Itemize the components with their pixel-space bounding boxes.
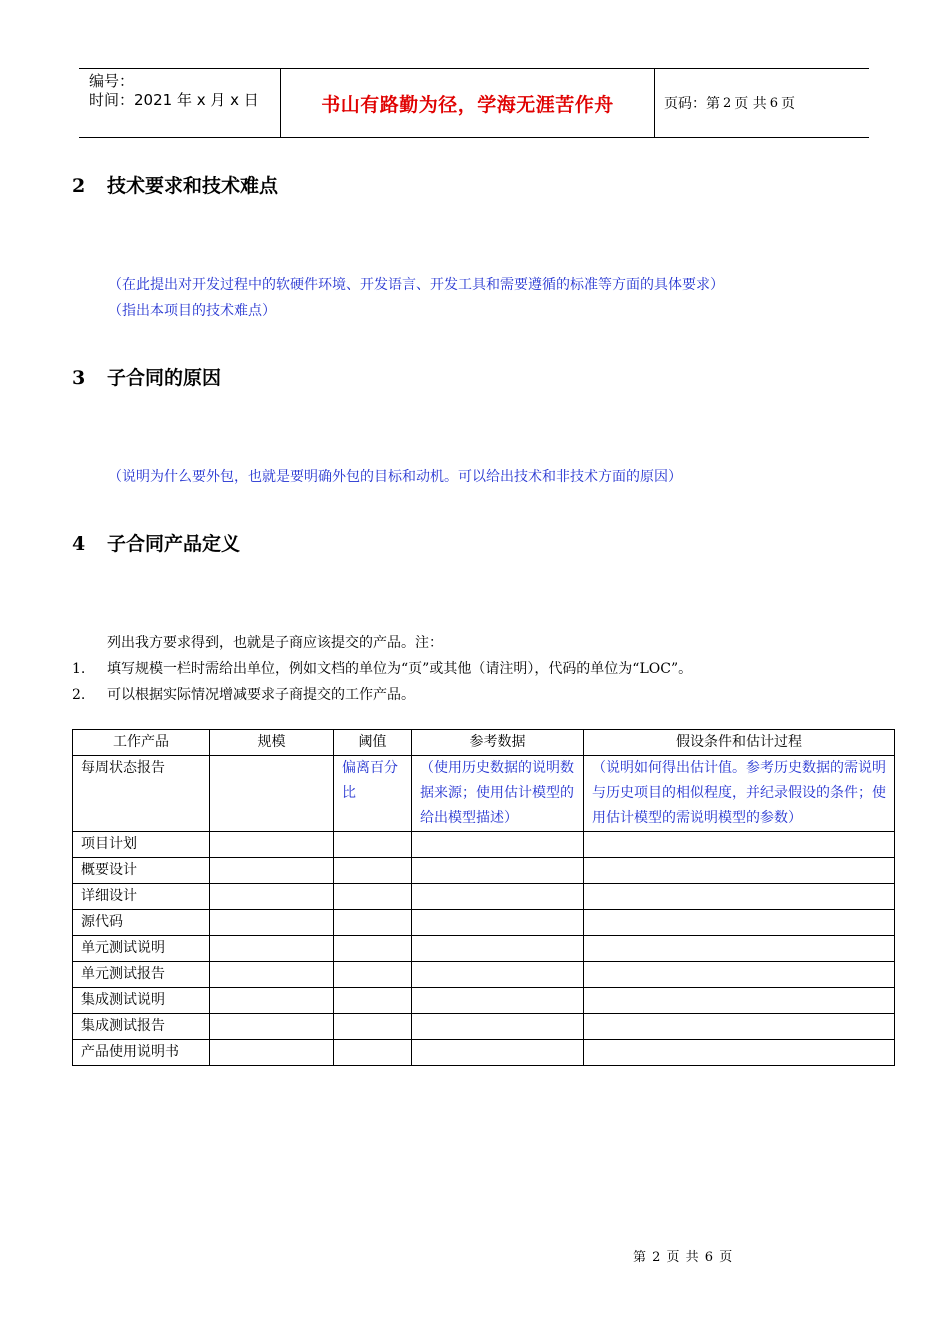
instruction-note [108,464,682,490]
header-motto [280,69,655,137]
page-total: 6 [769,95,779,111]
note-line: （说明为什么要外包，也就是要明确外包的目标和动机。可以给出技术和非技术方面的原因） [108,469,682,485]
section-heading [72,171,278,198]
section-title: 子合同产品定义 [107,533,241,555]
table-header-row [73,730,895,756]
page-suffix: 页 [781,96,796,112]
product-cell: 项目计划 [73,832,210,858]
product-cell: 每周状态报告 [73,756,210,832]
table-row [73,962,895,988]
list-text: 填写规模一栏时需给出单位，例如文档的单位为“页”或其他（请注明），代码的单位为“LOC”。 [107,661,693,677]
page-prefix: 页码：第 [664,96,720,112]
serial-label: 编号： [89,72,135,90]
table-row [73,1040,895,1066]
column-header: 参考数据 [412,730,584,756]
column-header: 阈值 [334,730,412,756]
column-header: 规模 [210,730,334,756]
work-product-table [72,729,895,1066]
column-header: 假设条件和估计过程 [584,730,895,756]
table-row [73,756,895,832]
product-instructions [72,630,692,708]
scale-cell [210,756,334,832]
instruction-note [108,272,724,324]
table-row [73,936,895,962]
table-row [73,884,895,910]
section-number: 3 [72,367,86,389]
header-meta [79,69,280,137]
table-row [73,988,895,1014]
page-header [79,68,869,138]
assumption-cell: （说明如何得出估计值。参考历史数据的需说明与历史项目的相似程度，并纪录假设的条件；使用估计模型的需说明模型的参数） [584,756,895,832]
product-cell: 产品使用说明书 [73,1040,210,1066]
note-line: （指出本项目的技术难点） [108,303,276,319]
column-header: 工作产品 [73,730,210,756]
page-mid: 页 共 [734,96,767,112]
list-text: 可以根据实际情况增减要求子商提交的工作产品。 [107,687,415,703]
list-number: 2. [72,687,86,703]
product-cell: 集成测试说明 [73,988,210,1014]
product-cell: 概要设计 [73,858,210,884]
section-title: 技术要求和技术难点 [107,175,279,197]
note-line: （在此提出对开发过程中的软硬件环境、开发语言、开发工具和需要遵循的标准等方面的具体要求） [108,277,724,293]
list-item [72,656,692,682]
page-current: 2 [723,95,732,111]
section-number: 2 [72,175,86,197]
section-heading [72,363,221,390]
product-cell: 详细设计 [73,884,210,910]
header-page-number [654,69,869,137]
intro-text: 列出我方要求得到，也就是子商应该提交的产品。注： [107,635,443,651]
table-row [73,1014,895,1040]
date-text: 时间：2021 年 x 月 x 日 [89,91,259,109]
list-number: 1. [72,661,86,677]
table-row [73,858,895,884]
section-heading [72,529,240,556]
table-row [73,832,895,858]
product-cell: 集成测试报告 [73,1014,210,1040]
product-cell: 单元测试报告 [73,962,210,988]
table-row [73,910,895,936]
section-title: 子合同的原因 [107,367,222,389]
section-number: 4 [72,533,86,555]
product-cell: 单元测试说明 [73,936,210,962]
product-cell: 源代码 [73,910,210,936]
reference-cell: （使用历史数据的说明数据来源；使用估计模型的给出模型描述） [412,756,584,832]
page-footer: 第 2 页 共 6 页 [633,1250,734,1265]
threshold-cell: 偏离百分比 [334,756,412,832]
list-item [72,682,692,708]
motto-text: 书山有路勤为径，学海无涯苦作舟 [321,93,614,116]
